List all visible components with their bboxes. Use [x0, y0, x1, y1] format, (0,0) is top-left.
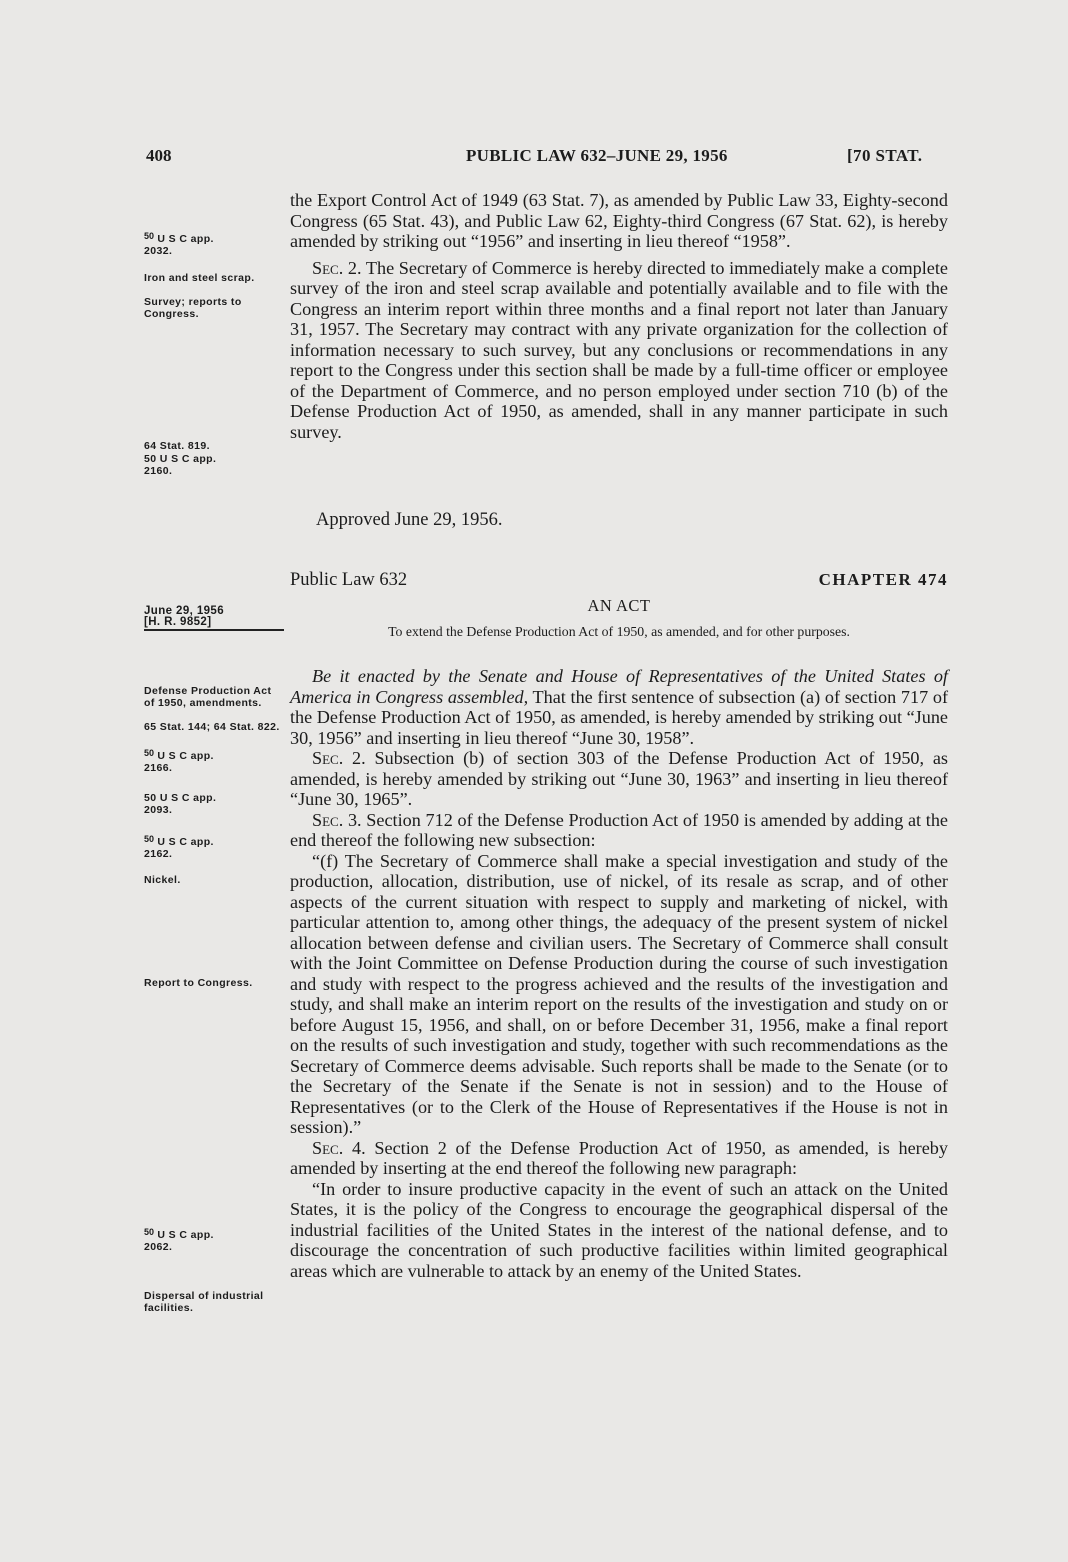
body-block-1 [290, 190, 948, 442]
margin-note-stat-819: 64 Stat. 819. [144, 440, 210, 452]
chapter-number: CHAPTER 474 [818, 570, 948, 589]
act-purpose: To extend the Defense Production Act of 1950, as amended, and for other purposes. [388, 624, 850, 639]
subsection-f: “(f) The Secretary of Commerce shall make a special investigation and study of the production, allocation, distribution, use of nickel, of its resale as scrap, and of other aspects of the current situation with respect to supply and marketing of nickel, with particular attention to, among other things, the adequacy of the present system of nickel allocation between defense and civilian users. The Secretary of Commerce shall consult with the Joint Committee on Defense Production during the course of such investigation and study with respect to the progress achieved and the results of the investigation and study, and shall make an interim report on the results of the investigation and study on or before August 15, 1956, and shall, on or before December 31, 1956, make a final report on the results of such investigation and study, together with such recommendations as the Secretary of Commerce deems advisable. Such reports shall be made to the Senate (or to the Secretary of the Senate if the Senate is not in session) and to the House of Representatives (or to the Clerk of the House of Representatives if the House is not in session).” [290, 850, 948, 1137]
margin-note-survey: Survey; reports to Congress. [144, 296, 242, 320]
margin-note-usc-2032: 50 U S C app. 2032. [144, 231, 214, 257]
section-2-survey: Sec. 2. The Secretary of Commerce is hereby directed to immediately make a complete survey of the iron and steel scrap available and potentially available and to file with the Congress an interim report within three months and a final report not later than January 31, 1957. The Secretary may contract with any private organization for the collection of information necessary to such survey, but any conclusions or recommendations in any report to the Congress under this section shall be made by a full-time officer or employee of the Department of Commerce, and no person employed under section 710 (b) of the Defense Production Act of 1950, as amended, shall in any manner participate in such survey. [290, 257, 948, 442]
margin-note-usc-2093: 50 U S C app. 2093. [144, 792, 217, 816]
margin-note-dpa-amendments: Defense Production Act of 1950, amendments. [144, 685, 272, 709]
intro-paragraph: the Export Control Act of 1949 (63 Stat. 7), as amended by Public Law 33, Eighty-second Congress (65 Stat. 43), and Public Law 62, Eighty-third Congress (67 Stat. 62), is hereby amended by striking out “1956” and inserting in lieu thereof “1958”. [290, 190, 948, 251]
margin-note-usc-2166: 50 U S C app. 2166. [144, 748, 214, 774]
approved-line: Approved June 29, 1956. [316, 510, 503, 530]
margin-note-dispersal: Dispersal of industrial facilities. [144, 1290, 264, 1314]
section-4: Sec. 4. Section 2 of the Defense Production Act of 1950, as amended, is hereby amended by inserting at the end thereof the following new paragraph: [290, 1137, 948, 1178]
margin-note-nickel: Nickel. [144, 874, 181, 886]
section-2: Sec. 2. Subsection (b) of section 303 of the Defense Production Act of 1950, as amended, is hereby amended by striking out “June 30, 1963” and inserting in lieu thereof “June 30, 1965”. [290, 748, 948, 809]
margin-note-usc-2160: 50 U S C app. 2160. [144, 453, 217, 477]
margin-note-report: Report to Congress. [144, 977, 253, 989]
an-act-heading: AN ACT [587, 596, 651, 615]
body-block-2 [290, 666, 948, 1281]
closing-paragraph: “In order to insure productive capacity in the event of such an attack on the United States, it is the policy of the Congress to encourage the geographical dispersal of the industrial facilities of the United States in the interest of the national defense, and to discourage the concentration of such productive facilities within limited geographical areas which are vulnerable to attack by an enemy of the United States. [290, 1178, 948, 1281]
enacting-clause: Be it enacted by the Senate and House of Representatives of the United States of America in Congress assembled, That the first sentence of subsection (a) of section 717 of the Defense Production Act of 1950, as amended, is hereby amended by striking out “June 30, 1956” and inserting in lieu thereof “June 30, 1958”. [290, 666, 949, 748]
margin-note-date: June 29, 1956 [144, 605, 225, 617]
header-rule [144, 629, 284, 631]
margin-note-iron-steel: Iron and steel scrap. [144, 272, 255, 284]
margin-note-usc-2062: 50 U S C app. 2062. [144, 1227, 214, 1253]
running-header-title: PUBLIC LAW 632–JUNE 29, 1956 [466, 146, 728, 165]
margin-note-bill-number: [H. R. 9852] [144, 616, 212, 628]
public-law-number: Public Law 632 [290, 570, 408, 590]
margin-note-usc-2162: 50 U S C app. 2162. [144, 834, 214, 860]
section-3: Sec. 3. Section 712 of the Defense Production Act of 1950 is amended by adding at the end thereof the following new subsection: [290, 809, 949, 850]
public-law-heading [290, 570, 948, 594]
volume-reference: [70 STAT. [847, 146, 923, 165]
page-number: 408 [146, 146, 172, 165]
margin-note-stat-144: 65 Stat. 144; 64 Stat. 822. [144, 721, 280, 733]
